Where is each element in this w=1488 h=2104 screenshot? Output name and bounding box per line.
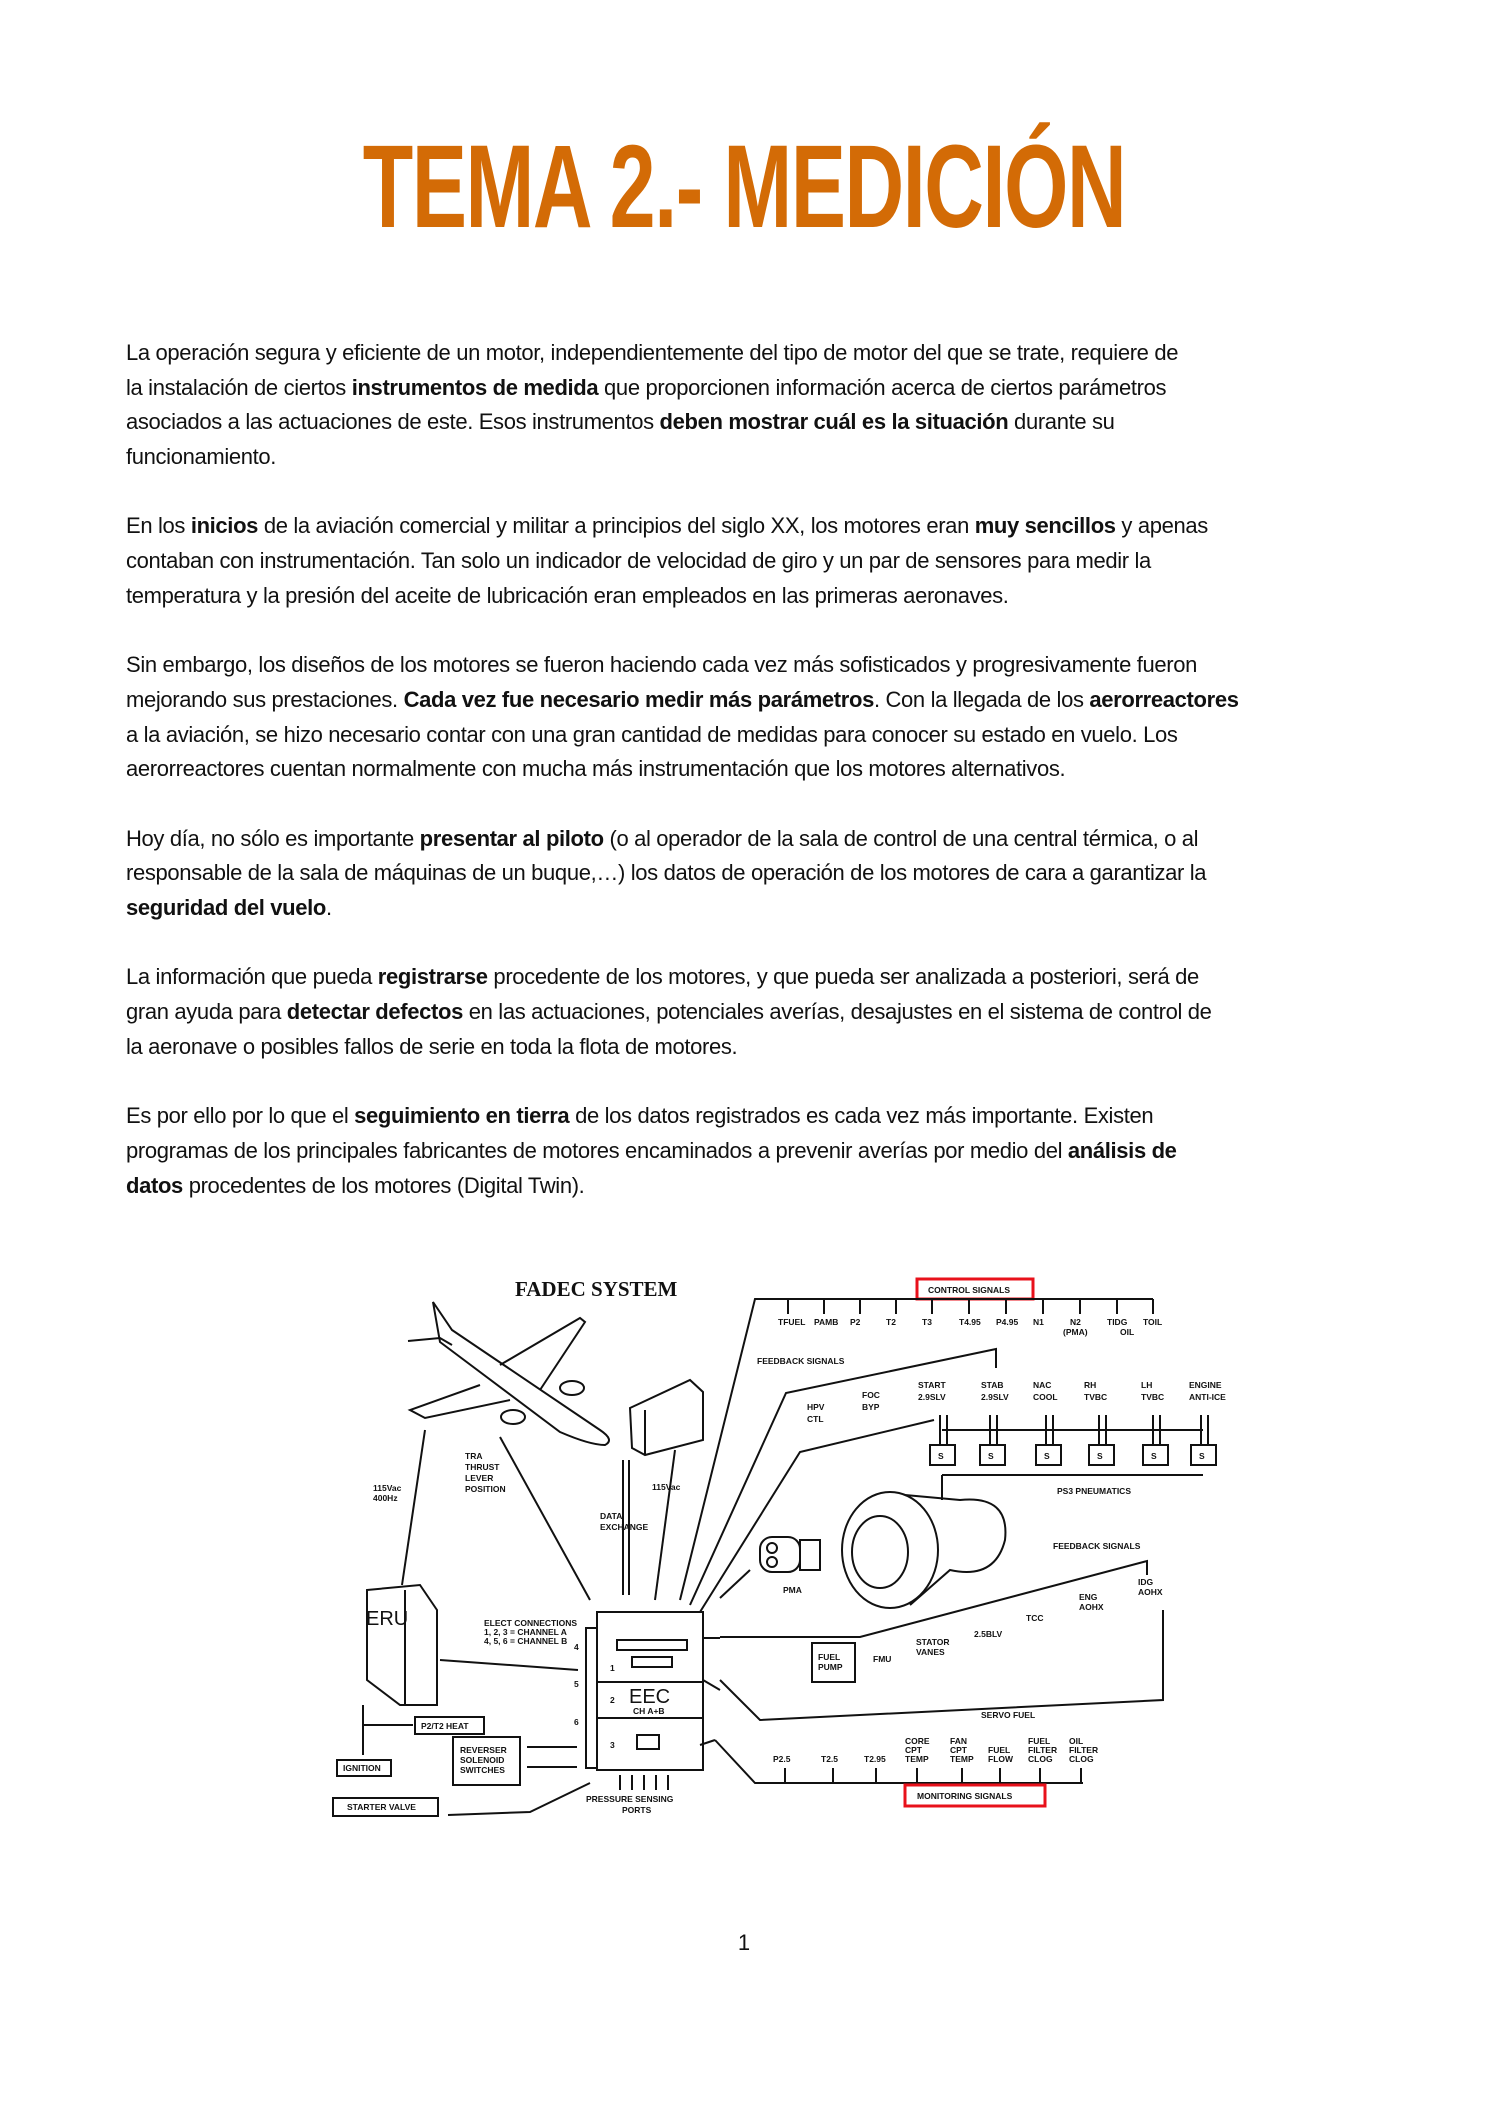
text-segment: que proporcionen información acerca de ciertos parámetros	[598, 374, 1167, 400]
text-line	[126, 509, 1426, 544]
feedback-signal-label-line: TVBC	[1141, 1392, 1165, 1402]
control-signal-label: N2	[1070, 1317, 1081, 1327]
port-label: 5	[574, 1679, 579, 1689]
ps3-pneumatics-label: PS3 PNEUMATICS	[1057, 1486, 1131, 1496]
monitoring-signal-label: CLOG	[1028, 1754, 1053, 1764]
paragraph	[126, 648, 1426, 787]
feedback-signal-label-line: 2.9SLV	[918, 1392, 946, 1402]
paragraph	[126, 960, 1426, 1064]
p2t2-heat-label: P2/T2 HEAT	[421, 1721, 469, 1731]
bold-text: detectar defectos	[286, 999, 463, 1025]
text-segment: y apenas	[1115, 513, 1208, 539]
text-segment: asociados a las actuaciones de este. Esos instrumentos	[126, 409, 660, 435]
feedback-signal-label: AOHX	[1079, 1602, 1104, 1612]
feedback-signal-label: VANES	[916, 1647, 945, 1657]
pma-icon	[760, 1537, 820, 1572]
elect-connections-line: 1, 2, 3 = CHANNEL A	[484, 1627, 567, 1637]
label-tra-line: POSITION	[465, 1484, 506, 1494]
bold-text: datos	[126, 1172, 183, 1198]
text-segment: temperatura y la presión del aceite de lubricación eran empleados en las primeras aeronaves.	[126, 582, 1009, 608]
control-signal-label: P2	[850, 1317, 861, 1327]
text-segment: de la aviación comercial y militar a principios del siglo XX, los motores eran	[258, 513, 975, 539]
monitoring-signal-label: T2.95	[864, 1754, 886, 1764]
control-signal-label: TFUEL	[778, 1317, 806, 1327]
solenoid-label: S	[988, 1451, 994, 1461]
feedback-signal-label: TCC	[1026, 1613, 1044, 1623]
feedback-signal-label-line: COOL	[1033, 1392, 1058, 1402]
text-line	[126, 648, 1426, 683]
text-line	[126, 1169, 1426, 1204]
port-label: 6	[574, 1717, 579, 1727]
control-signal-label: T4.95	[959, 1317, 981, 1327]
bold-text: Cada vez fue necesario medir más parámetros	[403, 686, 874, 712]
feedback-signal-label: LH	[1141, 1380, 1153, 1390]
fuel-pump-label-line: PUMP	[818, 1662, 843, 1672]
text-segment: Es por ello por lo que el	[126, 1103, 355, 1129]
elect-connections-line: 4, 5, 6 = CHANNEL B	[484, 1636, 568, 1646]
diagram-title: FADEC SYSTEM	[515, 1277, 678, 1301]
ignition-label: IGNITION	[343, 1763, 381, 1773]
text-line	[126, 960, 1426, 995]
monitoring-signal-label: CPT	[905, 1745, 922, 1755]
text-segment: de los datos registrados es cada vez más importante. Existen	[569, 1103, 1154, 1129]
starter-valve-label: STARTER VALVE	[347, 1802, 416, 1812]
monitoring-signal-label: T2.5	[821, 1754, 839, 1764]
text-line	[126, 544, 1426, 579]
text-line	[126, 1134, 1426, 1169]
solenoid-label: S	[1044, 1451, 1050, 1461]
text-segment: la aeronave o posibles fallos de serie en toda la flota de motores.	[126, 1033, 738, 1059]
feedback-signal-label-line: TVBC	[1084, 1392, 1108, 1402]
text-line	[126, 752, 1426, 787]
control-signal-label: TIDG	[1107, 1317, 1128, 1327]
control-signal-label: TOIL	[1143, 1317, 1163, 1327]
monitoring-signal-label: CORE	[905, 1736, 930, 1746]
control-signal-label: P4.95	[996, 1317, 1019, 1327]
text-line	[126, 1030, 1426, 1065]
bold-text: inicios	[190, 513, 259, 539]
monitoring-signal-label: P2.5	[773, 1754, 791, 1764]
bold-text: seguridad del vuelo	[126, 895, 326, 920]
eec-channel-label: CH A+B	[633, 1706, 665, 1716]
monitoring-signal-label: FILTER	[1028, 1745, 1058, 1755]
feedback-signal-label: HPV	[807, 1402, 825, 1412]
text-line	[126, 579, 1426, 614]
pressure-sensing-label: PRESSURE SENSING	[586, 1794, 674, 1804]
port-label: 1	[610, 1663, 615, 1673]
page-number: 1	[737, 1930, 751, 1955]
text-line	[126, 683, 1426, 718]
control-signal-label: N1	[1033, 1317, 1044, 1327]
feedback-signal-label: STAB	[981, 1380, 1004, 1390]
avionics-unit-icon	[630, 1380, 703, 1455]
text-segment: .	[325, 895, 332, 920]
text-segment: la instalación de ciertos	[126, 374, 352, 400]
text-line	[126, 856, 1426, 891]
bold-text: instrumentos de medida	[351, 374, 599, 400]
pressure-sensing-line: PORTS	[622, 1805, 652, 1815]
text-line	[126, 440, 1426, 475]
elect-connections-label: ELECT CONNECTIONS	[484, 1618, 578, 1628]
text-segment: procedente de los motores, y que pueda ser analizada a posteriori, será de	[487, 964, 1199, 990]
label-115vac-2: 115Vac	[652, 1482, 681, 1492]
bold-text: presentar al piloto	[419, 825, 604, 851]
text-segment: aerorreactores cuentan normalmente con mucha más instrumentación que los motores alternativos.	[126, 756, 1066, 782]
text-line	[126, 371, 1426, 406]
feedback-signal-label: STATOR	[916, 1637, 950, 1647]
feedback-signal-label-line: ANTI-ICE	[1189, 1392, 1226, 1402]
text-segment: . Con la llegada de los	[873, 686, 1090, 712]
feedback-signal-label: FMU	[873, 1654, 892, 1664]
solenoid-label: S	[938, 1451, 944, 1461]
text-line	[126, 995, 1426, 1030]
text-segment: funcionamiento.	[126, 444, 277, 470]
monitoring-signal-label: FLOW	[988, 1754, 1014, 1764]
solenoid-label: S	[1151, 1451, 1157, 1461]
text-segment: mejorando sus prestaciones.	[126, 686, 404, 712]
feedback-signal-label: NAC	[1033, 1380, 1052, 1390]
text-line	[126, 336, 1426, 371]
bold-text: registrarse	[377, 964, 488, 990]
text-segment: a la aviación, se hizo necesario contar con una gran cantidad de medidas para conocer su estado en vuelo. Los	[126, 721, 1178, 747]
eru-unit	[367, 1585, 437, 1705]
monitoring-signal-label: TEMP	[905, 1754, 929, 1764]
feedback-signal-label: AOHX	[1138, 1587, 1163, 1597]
monitoring-signal-label: CLOG	[1069, 1754, 1094, 1764]
port-label: 3	[610, 1740, 615, 1750]
feedback-signal-label: RH	[1084, 1380, 1097, 1390]
feedback-signal-label: FOC	[862, 1390, 880, 1400]
label-115vac: 115Vac	[373, 1483, 402, 1493]
paragraph	[126, 509, 1426, 613]
reverser-label-line: SWITCHES	[460, 1765, 505, 1775]
label-tra-line: THRUST	[465, 1462, 500, 1472]
feedback-signal-label: 2.5BLV	[974, 1629, 1003, 1639]
monitoring-signal-label: FUEL	[1028, 1736, 1051, 1746]
bold-text: aerorreactores	[1089, 686, 1239, 712]
feedback-signal-label: ENG	[1079, 1592, 1098, 1602]
feedback-signals-label-2: FEEDBACK SIGNALS	[1053, 1541, 1141, 1551]
text-segment: La información que pueda	[126, 964, 378, 990]
text-segment: responsable de la sala de máquinas de un buque,…) los datos de operación de los motores de cara a garantizar la	[126, 860, 1207, 886]
text-line	[126, 718, 1426, 753]
bold-text: muy sencillos	[974, 513, 1116, 539]
pma-label: PMA	[783, 1585, 802, 1595]
body-text	[126, 336, 1426, 1238]
reverser-label-line: SOLENOID	[460, 1755, 505, 1765]
paragraph	[126, 822, 1426, 926]
text-segment: en las actuaciones, potenciales averías, desajustes en el sistema de control de	[462, 999, 1212, 1025]
airplane-icon	[408, 1302, 609, 1445]
port-label: 4	[574, 1642, 579, 1652]
eru-label: ERU	[366, 1608, 409, 1630]
text-segment: programas de los principales fabricantes de motores encaminados a prevenir averías por medio del	[126, 1137, 1068, 1163]
text-segment: procedentes de los motores (Digital Twin).	[182, 1172, 585, 1198]
monitoring-signals-label: MONITORING SIGNALS	[917, 1791, 1013, 1801]
text-line	[126, 822, 1426, 857]
text-segment: (o al operador de la sala de control de una central térmica, o al	[603, 825, 1199, 851]
control-signal-label: PAMB	[814, 1317, 839, 1327]
monitoring-signal-label: FUEL	[988, 1745, 1011, 1755]
control-signals-label: CONTROL SIGNALS	[928, 1285, 1011, 1295]
text-line	[126, 405, 1426, 440]
label-tra: TRA	[465, 1451, 483, 1461]
text-segment: contaban con instrumentación. Tan solo un indicador de velocidad de giro y un par de sensores para medir la	[126, 548, 1151, 574]
bold-text: análisis de	[1067, 1137, 1177, 1163]
solenoid-label: S	[1199, 1451, 1205, 1461]
text-segment: gran ayuda para	[126, 999, 287, 1025]
feedback-signal-label-line: CTL	[807, 1414, 824, 1424]
eec-label: EEC	[629, 1686, 671, 1708]
label-data-exchange: DATA	[600, 1511, 623, 1521]
monitoring-signal-label: OIL	[1069, 1736, 1084, 1746]
label-400hz: 400Hz	[373, 1493, 398, 1503]
label-tra-line: LEVER	[465, 1473, 494, 1483]
feedback-signals-label: FEEDBACK SIGNALS	[757, 1356, 845, 1366]
feedback-signal-label: ENGINE	[1189, 1380, 1222, 1390]
paragraph	[126, 336, 1426, 475]
bold-text: seguimiento en tierra	[354, 1103, 570, 1129]
monitoring-signal-label: FAN	[950, 1736, 967, 1746]
fuel-pump-label: FUEL	[818, 1652, 841, 1662]
port-label: 2	[610, 1695, 615, 1705]
label-oil-sub: OIL	[1120, 1327, 1135, 1337]
feedback-signal-label-line: 2.9SLV	[981, 1392, 1009, 1402]
text-segment: Hoy día, no sólo es importante	[126, 825, 420, 851]
solenoid-label: S	[1097, 1451, 1103, 1461]
reverser-label: REVERSER	[460, 1745, 507, 1755]
label-data-exchange-line: EXCHANGE	[600, 1522, 649, 1532]
text-segment: La operación segura y eficiente de un motor, independientemente del tipo de motor del que se trate, requiere de	[126, 340, 1179, 365]
text-segment: durante su	[1008, 409, 1115, 435]
control-signal-label: T3	[922, 1317, 932, 1327]
page-title: TEMA 2.- MEDICIÓN	[362, 121, 1126, 253]
monitoring-signal-label: CPT	[950, 1745, 967, 1755]
label-pma-sub: (PMA)	[1063, 1327, 1088, 1337]
text-line	[126, 891, 1426, 926]
text-segment: En los	[126, 513, 191, 539]
monitoring-signal-label: FILTER	[1069, 1745, 1099, 1755]
bold-text: deben mostrar cuál es la situación	[659, 409, 1009, 435]
text-segment: Sin embargo, los diseños de los motores se fueron haciendo cada vez más sofisticados y progresivamente fueron	[126, 652, 1198, 678]
engine-icon	[842, 1492, 1005, 1608]
feedback-signal-label: IDG	[1138, 1577, 1154, 1587]
servo-fuel-label: SERVO FUEL	[981, 1710, 1036, 1720]
fadec-system-diagram	[320, 1260, 1240, 1830]
feedback-signal-label-line: BYP	[862, 1402, 880, 1412]
monitoring-signal-label: TEMP	[950, 1754, 974, 1764]
text-line	[126, 1099, 1426, 1134]
feedback-signal-label: START	[918, 1380, 946, 1390]
paragraph	[126, 1099, 1426, 1203]
control-signal-label: T2	[886, 1317, 896, 1327]
